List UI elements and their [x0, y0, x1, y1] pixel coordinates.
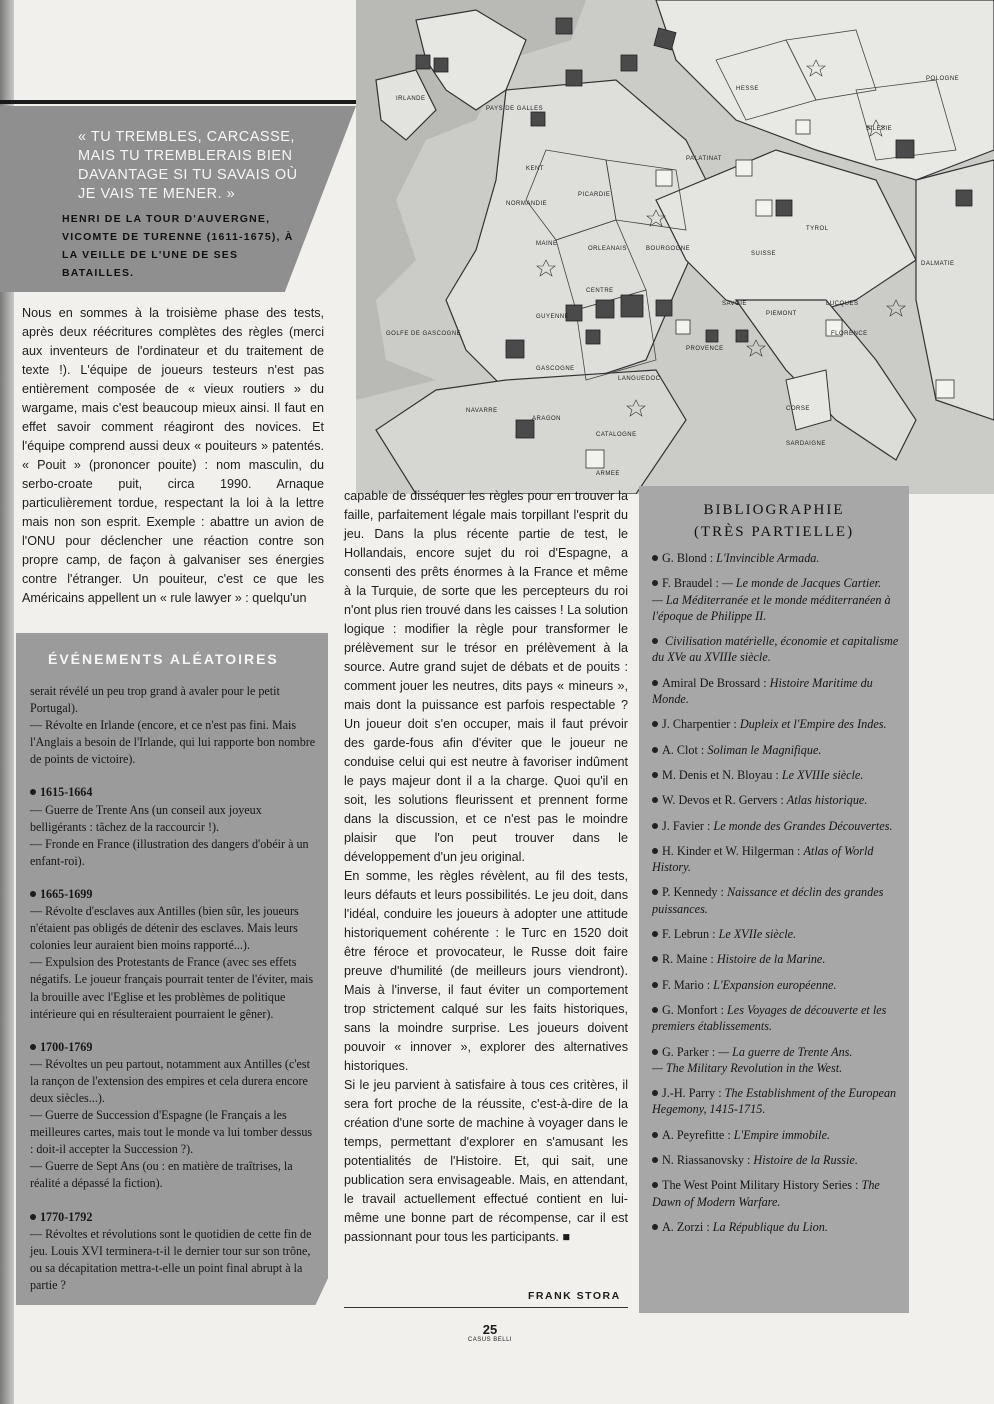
map-label-orleanais: ORLEANAIS	[588, 246, 627, 252]
map-label-florence: FLORENCE	[831, 331, 868, 337]
map-label-lucques: LUCQUES	[826, 301, 859, 307]
map-label-catalogne: CATALOGNE	[596, 432, 637, 438]
events-section	[30, 784, 318, 869]
map-label-silesie: SILESIE	[866, 126, 893, 132]
map-label-gascogne: GASCOGNE	[536, 366, 575, 372]
bibliography-title-text: Dupleix et l'Empire des Indes.	[739, 717, 887, 732]
bibliography-title-text: Les Voyages de découverte et les premiers établissements.	[652, 1002, 887, 1034]
bibliography-author: A. Peyrefitte :	[662, 1127, 731, 1142]
map-label-centre: CENTRE	[586, 288, 614, 294]
map-label-piemont: PIEMONT	[766, 311, 797, 317]
bibliography-list	[652, 550, 904, 1244]
bibliography-title-text: La République du Lion.	[712, 1219, 828, 1234]
magazine-name: CASUS BELLI	[467, 1337, 513, 1343]
bibliography-title-line1: BIBLIOGRAPHIE	[703, 502, 845, 518]
bibliography-title-text: — La guerre de Trente Ans. — The Military Revolution in the West.	[652, 1044, 853, 1075]
map-label-bourgogne: BOURGOGNE	[646, 246, 691, 252]
bullet-icon	[652, 956, 658, 962]
bibliography-author: G. Parker :	[662, 1044, 716, 1059]
bullet-icon	[652, 1224, 658, 1230]
events-section	[30, 1209, 318, 1294]
events-text: — Guerre de Trente Ans (un conseil aux joyeux belligérants : tâchez de la raccourcir !). — Fronde en France (illustration des dangers d'obéir à un enfant-roi).	[30, 802, 309, 868]
events-text: — Révoltes et révolutions sont le quotidien de cette fin de jeu. Louis XVI terminera-t-il le dernier tour sur son trône, ou sa décapitation mettra-t-elle un point final abrupt à la partie ?	[30, 1226, 312, 1292]
bibliography-item	[652, 1152, 904, 1168]
epigraph-quote: « TU TREMBLES, CARCASSE, MAIS TU TREMBLERAIS BIEN DAVANTAGE SI TU SAVAIS OÙ JE VAIS TE MENER. »	[78, 129, 298, 202]
bibliography-title-text: Atlas of World History.	[652, 843, 874, 875]
bibliography-author: F. Lebrun :	[662, 927, 716, 942]
bullet-icon	[652, 823, 658, 829]
map-label-irlande: IRLANDE	[396, 96, 426, 102]
page-number: 25	[482, 1322, 498, 1337]
events-intro: serait révélé un peu trop grand à avaler pour le petit Portugal). — Révolte en Irlande (encore, et ce n'est pas fini. Mais l'Anglais a besoin de l'Irlande, qui lui rapporte bon nombre de points de victoire).	[30, 684, 316, 767]
bibliography-title-text: The Establishment of the European Hegemony, 1415-1715.	[652, 1086, 897, 1117]
bullet-icon	[30, 1044, 36, 1050]
bibliography-author: J. Charpentier :	[662, 717, 737, 732]
bibliography-item	[652, 1085, 904, 1118]
events-section	[30, 886, 318, 1023]
bullet-icon	[652, 555, 658, 561]
bibliography-author: J. Favier :	[662, 818, 711, 833]
bibliography-author: A. Clot :	[662, 742, 705, 757]
bibliography-title-text: Le XVIIIe siècle.	[781, 767, 864, 782]
map-label-languedoc: LANGUEDOC	[618, 376, 661, 382]
bibliography-title-text: The Dawn of Modern Warfare.	[652, 1178, 880, 1209]
map-label-golfe-gascogne: GOLFE DE GASCOGNE	[386, 331, 462, 337]
bibliography-item	[652, 742, 904, 758]
bibliography-author: G. Blond :	[662, 551, 714, 565]
map-label-kent: KENT	[526, 166, 545, 172]
map-label-suisse: SUISSE	[751, 251, 777, 257]
map-label-armee: ARMEE	[596, 471, 620, 477]
bibliography-title-text: Soliman le Magnifique.	[707, 742, 822, 757]
bibliography-title-line2: (TRÈS PARTIELLE)	[693, 524, 855, 540]
bullet-icon	[652, 848, 658, 854]
map-label-dalmatie: DALMATIE	[921, 261, 955, 267]
bibliography-title-text: Histoire de la Russie.	[753, 1153, 858, 1168]
bibliography-title-text: L'Invincible Armada.	[716, 551, 820, 565]
bibliography-author: The West Point Military History Series :	[662, 1178, 859, 1193]
bibliography-author: N. Riassanovsky :	[662, 1153, 751, 1168]
map-label-palatinat: PALATINAT	[686, 156, 722, 162]
bibliography-title-text: Le monde des Grandes Découvertes.	[713, 818, 893, 833]
bullet-icon	[652, 1182, 658, 1188]
bibliography-title-text: Naissance et déclin des grandes puissances.	[652, 885, 884, 916]
events-period: 1665-1699	[40, 886, 93, 901]
game-map-photo	[356, 0, 994, 494]
bibliography-title-text: Atlas historique.	[786, 793, 868, 808]
map-label-navarre: NAVARRE	[466, 408, 498, 414]
random-events-list	[30, 683, 318, 1310]
map-label-pologne: POLOGNE	[926, 76, 960, 82]
article-paragraph: En somme, les règles révèlent, au fil des tests, leurs défauts et leurs possibilités. Le jeu doit, dans l'idéal, conduire les joueurs à adopter une attitude historiquement cohérente : le Turc en 1520 doit être féroce et provocateur, le Russe doit faire preuve d'humilité (de meilleurs jours viendront). Mais à l'inverse, il faut éviter un comportement trop strictement calqué sur les faits historiques, sans la moindre surprise. Les joueurs doivent pouvoir « innover », explorer des alternatives historiques.	[344, 869, 628, 1073]
random-events-title: ÉVÉNEMENTS ALÉATOIRES	[48, 651, 279, 667]
bibliography-item	[652, 1044, 904, 1077]
bullet-icon	[652, 889, 658, 895]
bullet-icon	[30, 789, 36, 795]
bullet-icon	[652, 638, 658, 644]
article-column-2	[344, 487, 628, 1247]
bibliography-item	[652, 884, 904, 917]
bullet-icon	[652, 1090, 658, 1096]
bottom-rule	[344, 1307, 628, 1308]
europe-map-illustration	[356, 0, 994, 494]
top-rule	[0, 100, 356, 104]
bibliography-title-text: Le XVIIe siècle.	[718, 927, 797, 942]
bibliography-item	[652, 843, 904, 876]
events-text: — Révolte d'esclaves aux Antilles (bien sûr, les joueurs n'étaient pas obligés de détenir des esclaves. Mais leurs colonies leur auraient bien moins rapporté...). — Expulsion des Protestants de France (avec ses effets négatifs. Le joueur français pourrait tenter de l'éviter, mais la brouille avec l'Eglise et les problèmes de politique intérieure qui en résulteraient pourraient le gêner).	[30, 904, 314, 1021]
bibliography-item	[652, 550, 904, 566]
events-section	[30, 1039, 318, 1193]
events-period: 1770-1792	[40, 1209, 93, 1224]
bibliography-item	[652, 633, 904, 666]
bullet-icon	[652, 747, 658, 753]
map-label-aragon: ARAGON	[532, 416, 562, 422]
map-label-hesse: HESSE	[736, 86, 759, 92]
bullet-icon	[652, 1007, 658, 1013]
bibliography-item	[652, 977, 904, 993]
bibliography-item	[652, 767, 904, 783]
map-label-sardaigne: SARDAIGNE	[786, 441, 826, 447]
bibliography-author: R. Maine :	[662, 952, 714, 967]
bibliography-item	[652, 926, 904, 942]
bullet-icon	[30, 1214, 36, 1220]
bullet-icon	[652, 680, 658, 686]
bullet-icon	[652, 1157, 658, 1163]
map-label-savoie: SAVOIE	[722, 301, 747, 307]
bibliography-author: W. Devos et R. Gervers :	[662, 793, 784, 808]
article-paragraph: Si le jeu parvient à satisfaire à tous ces critères, il sera fort proche de la réussite, c'est-à-dire de la création d'une sorte de machine à voyager dans le temps, permettant d'explorer en s'amusant les potentialités de l'Histoire. Et, qui sait, une publication sera envisageable. Mais, en attendant, le travail actuellement effectué contient en lui-même une bonne part de récompense, car il est passionnant pour tous les participants. ■	[344, 1078, 628, 1244]
bibliography-title-text: Histoire Maritime du Monde.	[652, 675, 873, 707]
bibliography-author: F. Braudel :	[662, 576, 719, 591]
bibliography-item	[652, 716, 904, 732]
article-column-1	[22, 304, 324, 608]
bullet-icon	[652, 772, 658, 778]
bullet-icon	[30, 891, 36, 897]
bibliography-item	[652, 1219, 904, 1235]
bibliography-item	[652, 1002, 904, 1035]
bullet-icon	[652, 721, 658, 727]
bullet-icon	[652, 580, 658, 586]
map-label-normandie: NORMANDIE	[506, 201, 548, 207]
map-label-guyenne: GUYENNE	[536, 314, 570, 320]
bullet-icon	[652, 1049, 658, 1055]
map-label-galles: PAYS DE GALLES	[486, 106, 544, 112]
bullet-icon	[652, 931, 658, 937]
map-label-tyrol: TYROL	[806, 226, 829, 232]
bibliography-title	[639, 499, 909, 543]
bibliography-author: G. Monfort :	[662, 1002, 724, 1017]
epigraph-author: HENRI DE LA TOUR D'AUVERGNE, VICOMTE DE TURENNE (1611-1675), À LA VEILLE DE L'UNE DE SES BATAILLES.	[62, 213, 294, 279]
bibliography-item	[652, 1127, 904, 1143]
bibliography-item	[652, 792, 904, 808]
bibliography-author: F. Mario :	[662, 977, 711, 992]
map-label-maine: MAINE	[536, 241, 558, 247]
map-label-provence: PROVENCE	[686, 346, 724, 352]
bibliography-author: A. Zorzi :	[662, 1219, 710, 1234]
bibliography-author: P. Kennedy :	[662, 885, 724, 900]
bibliography-author: M. Denis et N. Bloyau :	[662, 767, 779, 782]
bibliography-item	[652, 675, 904, 708]
bibliography-author: Amiral De Brossard :	[662, 675, 767, 690]
events-period: 1700-1769	[40, 1039, 93, 1054]
events-period: 1615-1664	[40, 785, 93, 800]
bibliography-item	[652, 1177, 904, 1210]
bullet-icon	[652, 982, 658, 988]
bibliography-title-text: L'Empire immobile.	[733, 1127, 831, 1142]
bibliography-item	[652, 575, 904, 624]
bibliography-item	[652, 951, 904, 967]
bibliography-title-text: — Le monde de Jacques Cartier. — La Méditerranée et le monde méditerranéen à l'époque de Philippe II.	[652, 576, 891, 623]
author-signature: FRANK STORA	[528, 1290, 621, 1302]
article-paragraph: capable de disséquer les règles pour en trouver la faille, parfaitement légale mais torpillant l'esprit du jeu. Dans la plus récente partie de test, le Hollandais, encore sujet du roi d'Espagne, a consenti des prêts énormes à la France et même à la Turquie, de sorte que les percepteurs du roi n'ont plus rien trouvé dans les caisses ! La solution logique : modifier la règle pour transformer le prélèvement sur le trésor en prélèvement à la source. Autre grand sujet de débats et de pouits : comment jouer les neutres, dits pays « mineurs », mais dont la puissance est parfois respectable ? Un joueur doit s'en occuper, mais il faut prévoir des garde-fous afin d'éviter que le joueur ne conduise celui qui est neutre à favoriser indûment le pays majeur dont il a la charge. Quoi qu'il en soit, les solutions fleurissent et prennent forme dans la discussion, et ce n'est pas le moindre plaisir que l'on peut trouver dans le développement d'un jeu original.	[344, 489, 628, 864]
map-label-picardie: PICARDIE	[578, 192, 611, 198]
map-label-corse: CORSE	[786, 406, 810, 412]
article-paragraph: Nous en sommes à la troisième phase des tests, après deux réécritures complètes des règles (merci aux inventeurs de l'ordinateur et du traitement de texte !). L'équipe de joueurs testeurs n'est pas entièrement composée de « vieux routiers » du wargame, mais c'est beaucoup mieux ainsi. Il faut en effet savoir comment réagiront des novices. Et l'équipe comprend aussi deux « pouiteurs » patentés. « Pouit » (prononcer pouite) : nom masculin, du serbo-croate puit, circa 1990. Arnaque particulièrement tordue, respectant la loi à la lettre mais non son esprit. Exemple : abattre un avion de l'ONU pour déclencher une réaction contre son propre camp, de façon à galvaniser ses énergies contre l'étranger. Un pouiteur, c'est ce que les Américains appellent un « rule lawyer » : quelqu'un	[22, 306, 324, 605]
bibliography-item	[652, 818, 904, 834]
bibliography-title-text: L'Expansion européenne.	[713, 977, 837, 992]
bibliography-title-text: Histoire de la Marine.	[716, 952, 826, 967]
bullet-icon	[652, 1132, 658, 1138]
bibliography-author: J.-H. Parry :	[662, 1086, 722, 1101]
bullet-icon	[652, 797, 658, 803]
events-text: — Révoltes un peu partout, notamment aux Antilles (c'est la rançon de l'extension des empires et cela durera encore deux siècles...). — Guerre de Succession d'Espagne (le Français a les meilleures cartes, mais tout le monde va lui tomber dessus : doit-il accepter la Succession ?). — Guerre de Sept Ans (ou : en matière de traîtrises, la réalité a dépassé la fiction).	[30, 1056, 313, 1191]
bibliography-title-text: Civilisation matérielle, économie et capitalisme du XVe au XVIIIe siècle.	[652, 634, 899, 665]
bibliography-author: H. Kinder et W. Hilgerman :	[662, 843, 801, 858]
